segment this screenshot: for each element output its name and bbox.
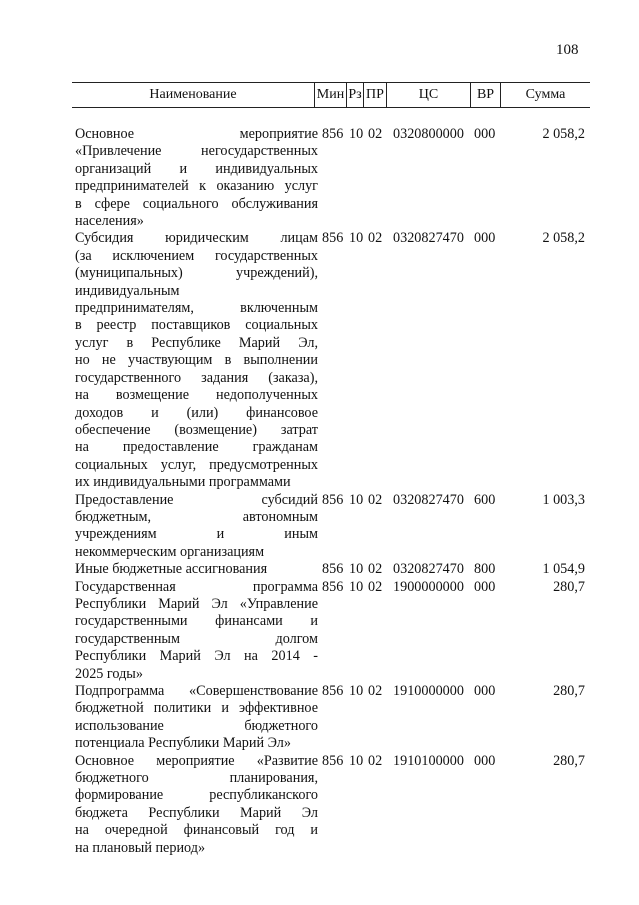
row-name xyxy=(75,126,318,230)
row-cs: 1910100000 xyxy=(393,752,464,769)
page-number: 108 xyxy=(556,42,579,58)
row-vr: 800 xyxy=(474,561,496,578)
row-name-line: использование бюджетного xyxy=(75,717,318,734)
row-min: 856 xyxy=(322,561,344,578)
row-name-line: предпринимателей к оказанию услуг xyxy=(75,178,318,195)
table-row xyxy=(0,579,639,683)
row-name-line: их индивидуальными программами xyxy=(75,474,291,491)
row-min: 856 xyxy=(322,752,344,769)
row-name-line: на предоставление гражданам xyxy=(75,439,318,456)
row-name-line: в реестр поставщиков социальных xyxy=(75,317,318,334)
row-min: 856 xyxy=(322,578,344,595)
row-name-line: на плановый период» xyxy=(75,839,206,856)
row-vr: 000 xyxy=(474,578,496,595)
row-cs: 1910000000 xyxy=(393,683,464,699)
row-name xyxy=(75,683,318,753)
row-name-line: 2025 годы» xyxy=(75,665,143,682)
table-header xyxy=(72,82,590,108)
row-rz: 10 xyxy=(349,491,364,508)
row-name-line: обеспечение (возмещение) затрат xyxy=(75,421,318,438)
row-sum: 280,7 xyxy=(553,578,585,595)
row-name-line: доходов и (или) финансовое xyxy=(75,404,318,421)
row-min: 856 xyxy=(322,491,344,508)
row-name xyxy=(75,561,318,578)
row-name-line: но не участвующим в выполнении xyxy=(75,352,318,369)
row-name-line: социальных услуг, предусмотренных xyxy=(75,456,318,473)
row-name-line: государственного задания (заказа), xyxy=(75,369,318,386)
row-name-line: «Привлечение негосударственных xyxy=(75,143,318,160)
row-cs: 0320800000 xyxy=(393,126,464,142)
header-min: Мин xyxy=(314,83,346,107)
row-name-line: Иные бюджетные ассигнования xyxy=(75,561,268,578)
row-name-line: бюджетным, автономным xyxy=(75,508,318,525)
header-rz: Рз xyxy=(346,83,363,107)
header-vr: ВР xyxy=(470,83,500,107)
row-name-line: (за исключением государственных xyxy=(75,247,318,264)
row-rz: 10 xyxy=(349,561,364,578)
row-name-line: Республики Марий Эл «Управление xyxy=(75,595,318,612)
row-name-line: индивидуальным xyxy=(75,282,180,299)
row-name-line: населения» xyxy=(75,213,144,230)
row-name xyxy=(75,753,318,857)
row-name-line: Подпрограмма «Совершенствование xyxy=(75,683,318,699)
row-rz: 10 xyxy=(349,126,364,142)
table-row xyxy=(0,683,639,753)
row-pr: 02 xyxy=(368,230,383,247)
row-sum: 1 003,3 xyxy=(542,491,585,508)
row-min: 856 xyxy=(322,126,344,142)
row-name-line: Основное мероприятие xyxy=(75,126,318,142)
row-name-line: услуг в Республике Марий Эл, xyxy=(75,334,318,351)
row-name-line: Основное мероприятие «Развитие xyxy=(75,752,318,769)
row-name-line: бюджетного планирования, xyxy=(75,770,318,787)
row-name xyxy=(75,230,318,491)
header-name: Наименование xyxy=(149,87,237,102)
row-rz: 10 xyxy=(349,230,364,247)
row-sum: 280,7 xyxy=(553,752,585,769)
row-vr: 000 xyxy=(474,126,496,142)
row-rz: 10 xyxy=(349,578,364,595)
table-row xyxy=(0,230,639,491)
row-name-line: государственным долгом xyxy=(75,630,318,647)
row-name-line: потенциала Республики Марий Эл» xyxy=(75,735,291,752)
row-name-line: Субсидия юридическим лицам xyxy=(75,230,318,247)
row-name-line: некоммерческим организациям xyxy=(75,543,265,560)
header-sum: Сумма xyxy=(500,83,590,107)
row-name-line: (муниципальных) учреждений), xyxy=(75,265,318,282)
row-min: 856 xyxy=(322,230,344,247)
row-name-line: в сфере социального обслуживания xyxy=(75,195,318,212)
table-row xyxy=(0,753,639,857)
row-rz: 10 xyxy=(349,683,364,699)
row-min: 856 xyxy=(322,683,344,699)
row-name-line: предпринимателям, включенным xyxy=(75,300,318,317)
row-name-line: формирование республиканского xyxy=(75,787,318,804)
row-pr: 02 xyxy=(368,752,383,769)
row-sum: 280,7 xyxy=(553,683,585,699)
row-pr: 02 xyxy=(368,561,383,578)
row-cs: 1900000000 xyxy=(393,578,464,595)
table-body xyxy=(0,126,639,857)
table-row xyxy=(0,561,639,578)
row-name-line: на очередной финансовый год и xyxy=(75,822,318,839)
row-sum: 2 058,2 xyxy=(542,230,585,247)
row-pr: 02 xyxy=(368,578,383,595)
header-pr: ПР xyxy=(363,83,386,107)
row-cs: 0320827470 xyxy=(393,561,464,578)
row-name-line: государственными финансами и xyxy=(75,613,318,630)
row-name-line: бюджета Республики Марий Эл xyxy=(75,804,318,821)
row-sum: 2 058,2 xyxy=(542,126,585,142)
row-name-line: бюджетной политики и эффективное xyxy=(75,700,318,717)
table-row xyxy=(0,492,639,562)
row-pr: 02 xyxy=(368,683,383,699)
row-cs: 0320827470 xyxy=(393,230,464,247)
table-row xyxy=(0,126,639,230)
row-cs: 0320827470 xyxy=(393,491,464,508)
row-pr: 02 xyxy=(368,126,383,142)
row-vr: 000 xyxy=(474,230,496,247)
header-cs: ЦС xyxy=(386,83,470,107)
row-vr: 600 xyxy=(474,491,496,508)
row-name-line: учреждениям и иным xyxy=(75,526,318,543)
row-name xyxy=(75,492,318,562)
row-name-line: Государственная программа xyxy=(75,578,318,595)
row-rz: 10 xyxy=(349,752,364,769)
row-pr: 02 xyxy=(368,491,383,508)
row-vr: 000 xyxy=(474,683,496,699)
row-vr: 000 xyxy=(474,752,496,769)
row-name xyxy=(75,579,318,683)
row-sum: 1 054,9 xyxy=(542,561,585,578)
row-name-line: на возмещение недополученных xyxy=(75,387,318,404)
row-name-line: Предоставление субсидий xyxy=(75,491,318,508)
row-name-line: Республики Марий Эл на 2014 - xyxy=(75,648,318,665)
row-name-line: организаций и индивидуальных xyxy=(75,160,318,177)
